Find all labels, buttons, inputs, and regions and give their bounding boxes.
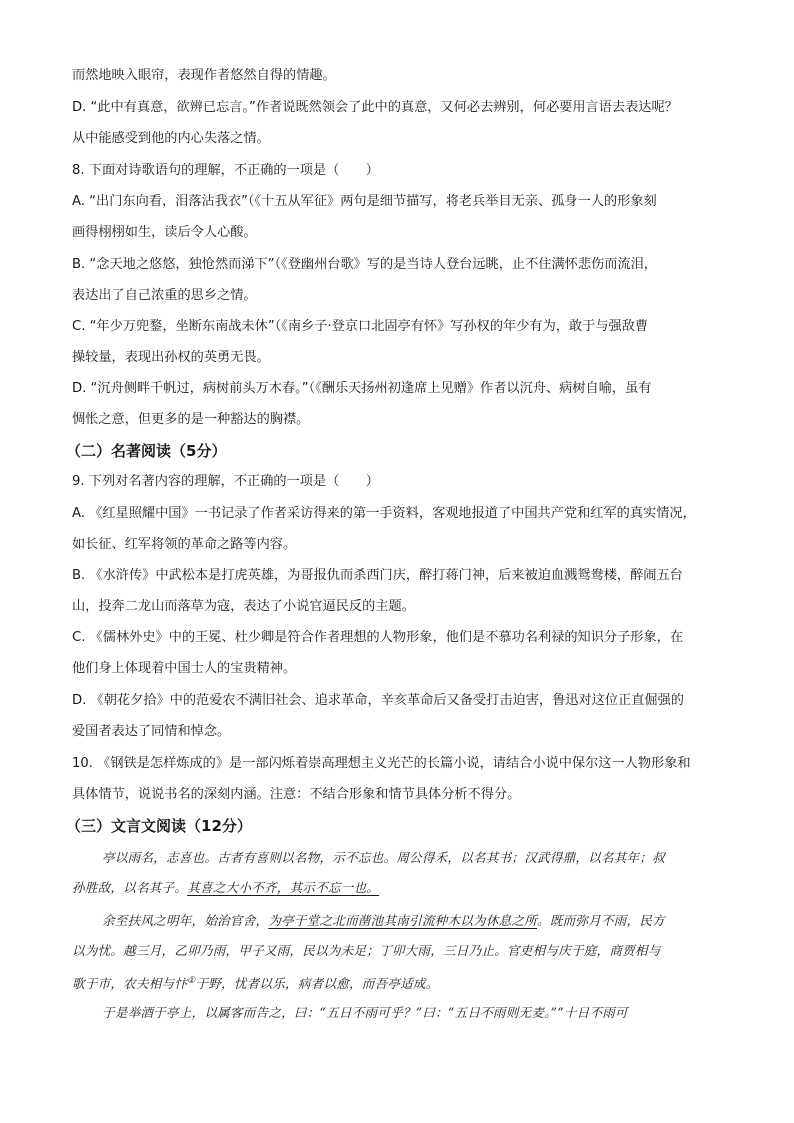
option-d-line: D. 《朝花夕拾》中的范爱农不满旧社会、追求革命，辛亥革命后又备受打击迫害，鲁迅对这位正直倔强的 [72, 693, 684, 708]
classical-text-line [72, 971, 722, 994]
text-line: 惆怅之意，但更多的是一种豁达的胸襟。 [72, 412, 310, 427]
underlined-sentence: 其喜之大小不齐，其示不忘一也。 [187, 880, 380, 895]
text-line: 而然地映入眼帘，表现作者悠然自得的情趣。 [72, 68, 336, 83]
section-heading: （二）名著阅读（5分） [66, 442, 227, 460]
text-line: 如长征、红军将领的革命之路等内容。 [72, 537, 297, 552]
text-line: 具体情节，说说书名的深刻内涵。注意：不结合形象和情节具体分析不得分。 [72, 787, 521, 802]
option-b-line: B. “念天地之悠悠，独怆然而涕下”（《登幽州台歌》写的是当诗人登台远眺，止不住满怀悲伤而流泪， [72, 257, 657, 272]
classical-text-line [72, 878, 722, 898]
classical-text: 歌于市，农夫相与忭 [72, 976, 188, 992]
classical-text-line: 以为忧。越三月，乙卯乃雨，甲子又雨，民以为未足；丁卯大雨，三日乃止。官吏相与庆于庭，商贾相与 [72, 943, 661, 958]
option-d-line: D. “沉舟侧畔千帆过，病树前头万木春。”（《酬乐天扬州初逢席上见赠》作者以沉舟、病树自喻，虽有 [72, 381, 652, 396]
classical-text-line: 亭以雨名，志喜也。古者有喜则以名物，示不忘也。周公得禾，以名其书；汉武得鼎，以名其年；叔 [102, 850, 665, 865]
text-line: 表达出了自己浓重的思乡之情。 [72, 288, 257, 303]
question-8: 8. 下面对诗歌语句的理解，不正确的一项是（ ） [72, 163, 379, 178]
option-c-line: C. “年少万兜鍪，坐断东南战未休”（《南乡子·登京口北固亭有怀》写孙权的年少有为，敢于与强敌曹 [72, 319, 649, 334]
text-line: 他们身上体现着中国士人的宝贵精神。 [72, 661, 297, 676]
underlined-sentence: 为亭于堂之北而凿池其南引流种木以为休息之所 [268, 913, 537, 928]
text-line: 从中能感受到他的内心失落之情。 [72, 131, 270, 146]
text-line: 爱国者表达了同情和悼念。 [72, 724, 231, 739]
classical-text-line [102, 911, 716, 931]
question-9: 9. 下列对名著内容的理解，不正确的一项是（ ） [72, 474, 379, 489]
text-line: 山，投奔二龙山而落草为寇，表达了小说官逼民反的主题。 [72, 599, 415, 614]
option-d-line: D. “此中有真意，欲辨已忘言。”作者说既然领会了此中的真意，又何必去辨别，何必要用言语去表达呢？ [72, 100, 678, 115]
classical-text: 孙胜敌，以名其子。 [72, 880, 188, 895]
option-b-line: B. 《水浒传》中武松本是打虎英雄，为哥报仇而杀西门庆，醉打蒋门神，后来被迫血溅鸳鸯楼，醉闹五台 [72, 568, 683, 583]
footnote-marker: ① [187, 976, 196, 986]
section-heading: （三）文言文阅读（12分） [66, 817, 252, 835]
classical-text: 余至扶风之明年，始治官舍， [102, 913, 269, 928]
option-a-line: A. 《红星照耀中国》一书记录了作者采访得来的第一手资料，客观地报道了中国共产党和红军的真实情况， [72, 506, 696, 521]
question-10: 10. 《钢铁是怎样炼成的》是一部闪烁着崇高理想主义光芒的长篇小说，请结合小说中保尔这一人物形象和 [72, 756, 691, 771]
option-a-line: A. “出门东向看，泪落沾我衣”（《十五从军征》两句是细节描写，将老兵举目无亲、孤身一人的形象刻 [72, 194, 657, 209]
text-line: 画得栩栩如生，读后令人心酸。 [72, 225, 257, 240]
classical-text: 于野，忧者以乐，病者以愈，而吾亭适成。 [195, 976, 439, 992]
text-line: 操较量，表现出孙权的英勇无畏。 [72, 350, 270, 365]
option-c-line: C. 《儒林外史》中的王冕、杜少卿是符合作者理想的人物形象，他们是不慕功名利禄的知识分子形象，在 [72, 630, 684, 645]
classical-text-line: 于是举酒于亭上，以属客而告之，曰：“五日不雨可乎？”曰：“五日不雨则无麦。”“十日不雨可 [102, 1005, 628, 1020]
classical-text: 。既而弥月不雨，民方 [537, 913, 665, 928]
